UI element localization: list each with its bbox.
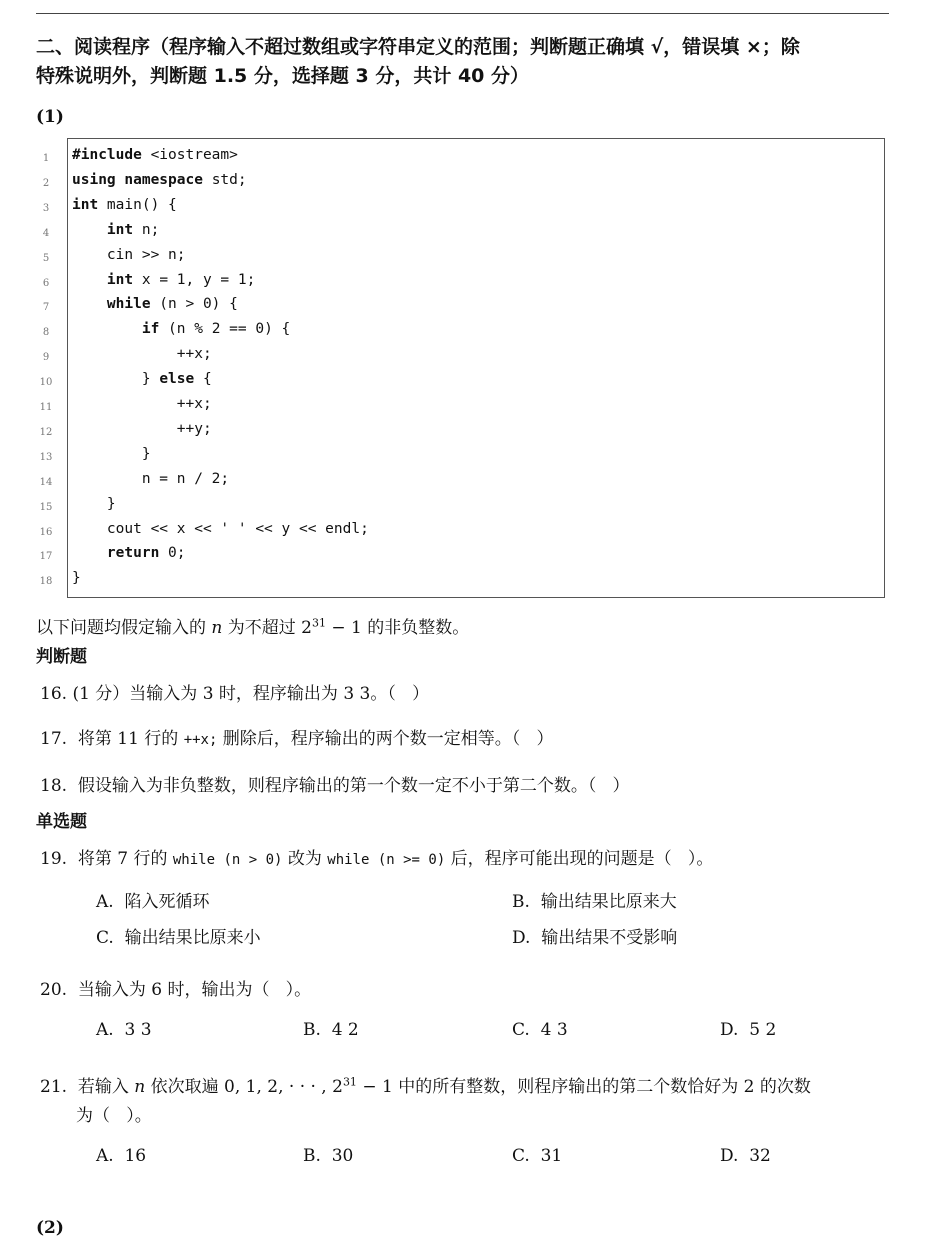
q20-option-b: B. 4 2	[303, 1020, 359, 1040]
code-line-number: 3	[42, 202, 50, 214]
code-line: n = n / 2;	[72, 470, 230, 487]
code-line-number: 8	[42, 327, 50, 339]
code-line-number: 11	[39, 402, 53, 413]
assumption-mid: 为不超过 2	[222, 618, 312, 638]
code-line: #include <iostream>	[72, 147, 238, 163]
assumption-var: n	[211, 618, 223, 638]
q19-option-d: D. 输出结果不受影响	[512, 928, 678, 948]
part2-label: (2)	[36, 1218, 64, 1238]
q21-mid: 依次取遍 0, 1, 2, · · · , 2	[145, 1077, 343, 1097]
code-line: } else {	[72, 371, 212, 388]
q21-exponent: 31	[342, 1075, 357, 1089]
part1-label: (1)	[36, 107, 64, 127]
q17-code: ++x;	[183, 732, 218, 748]
code-line: cin >> n;	[72, 246, 186, 263]
q19-code2: while (n >= 0)	[327, 852, 446, 868]
question-21-line2: 为（ ）。	[76, 1106, 152, 1126]
q17-post: 删除后，程序输出的两个数一定相等。（ ）	[217, 729, 554, 749]
code-line-number: 4	[42, 227, 50, 239]
code-line: }	[72, 445, 151, 462]
q17-pre: 17. 将第 11 行的	[40, 729, 184, 749]
code-line: int n;	[106, 221, 160, 238]
code-line-number: 10	[39, 377, 53, 389]
code-line-number: 13	[39, 451, 53, 463]
code-line-number: 7	[42, 302, 50, 314]
code-line: using namespace std;	[72, 171, 247, 188]
assumption-post: − 1 的非负整数。	[325, 618, 470, 638]
code-line-number: 15	[39, 501, 53, 513]
code-line: }	[72, 570, 81, 587]
q21-var: n	[134, 1077, 146, 1097]
code-line: ++y;	[72, 420, 212, 437]
q20-option-d: D. 5 2	[720, 1020, 777, 1040]
code-line-number: 9	[42, 352, 50, 364]
code-line: while (n > 0) {	[106, 296, 238, 313]
top-rule	[36, 13, 889, 14]
tf-header: 判断题	[36, 647, 87, 667]
q19-option-c: C. 输出结果比原来小	[96, 928, 261, 948]
assumption-text	[36, 613, 469, 638]
code-line: ++x;	[72, 346, 212, 363]
code-line-number: 5	[42, 252, 50, 264]
assumption-exponent: 31	[311, 616, 326, 630]
q20-option-c: C. 4 3	[512, 1020, 568, 1040]
code-line: int x = 1, y = 1;	[106, 271, 256, 288]
question-18: 18. 假设输入为非负整数，则程序输出的第一个数一定不小于第二个数。（ ）	[40, 776, 630, 796]
section-title	[36, 33, 896, 91]
code-line-number: 6	[42, 277, 50, 289]
q19-pre: 19. 将第 7 行的	[40, 849, 173, 869]
code-line: return 0;	[106, 545, 186, 562]
code-line-number: 2	[42, 177, 50, 189]
q19-option-b: B. 输出结果比原来大	[512, 892, 677, 912]
q21-option-d: D. 32	[720, 1146, 771, 1166]
code-line-number: 12	[39, 426, 53, 438]
code-line-number: 18	[39, 576, 53, 588]
assumption-pre: 以下问题均假定输入的	[36, 618, 212, 638]
question-20: 20. 当输入为 6 时，输出为（ ）。	[40, 980, 312, 1000]
q21-post: − 1 中的所有整数，则程序输出的第二个数恰好为 2 的次数	[356, 1077, 811, 1097]
q19-post: 后，程序可能出现的问题是（ ）。	[445, 849, 714, 869]
code-line: ++x;	[72, 396, 212, 412]
section-title-line1: 二、阅读程序（程序输入不超过数组或字符串定义的范围；判断题正确填 √，错误填 ×；除	[36, 36, 800, 58]
code-line: int main() {	[72, 196, 177, 213]
section-title-line2: 特殊说明外，判断题 1.5 分，选择题 3 分，共计 40 分）	[36, 65, 530, 87]
q20-option-a: A. 3 3	[96, 1020, 152, 1040]
question-21	[40, 1072, 811, 1097]
code-line-number: 1	[42, 153, 50, 164]
code-line: }	[72, 495, 116, 512]
q21-option-c: C. 31	[512, 1146, 563, 1166]
q19-code1: while (n > 0)	[172, 852, 283, 868]
q21-pre: 21. 若输入	[40, 1077, 135, 1097]
code-line-number: 16	[39, 526, 53, 538]
q19-option-a: A. 陷入死循环	[96, 892, 210, 912]
question-17	[40, 724, 554, 749]
code-line-number: 17	[39, 551, 53, 563]
question-19	[40, 844, 713, 869]
q19-mid: 改为	[282, 849, 328, 869]
code-line: if (n % 2 == 0) {	[141, 321, 291, 338]
mc-header: 单选题	[36, 812, 87, 832]
code-line: cout << x << ' ' << y << endl;	[72, 520, 369, 537]
code-line-number: 14	[39, 476, 53, 488]
q21-option-a: A. 16	[96, 1146, 147, 1166]
question-16: 16. (1 分）当输入为 3 时，程序输出为 3 3。（ ）	[40, 684, 430, 704]
q21-option-b: B. 30	[303, 1146, 354, 1166]
